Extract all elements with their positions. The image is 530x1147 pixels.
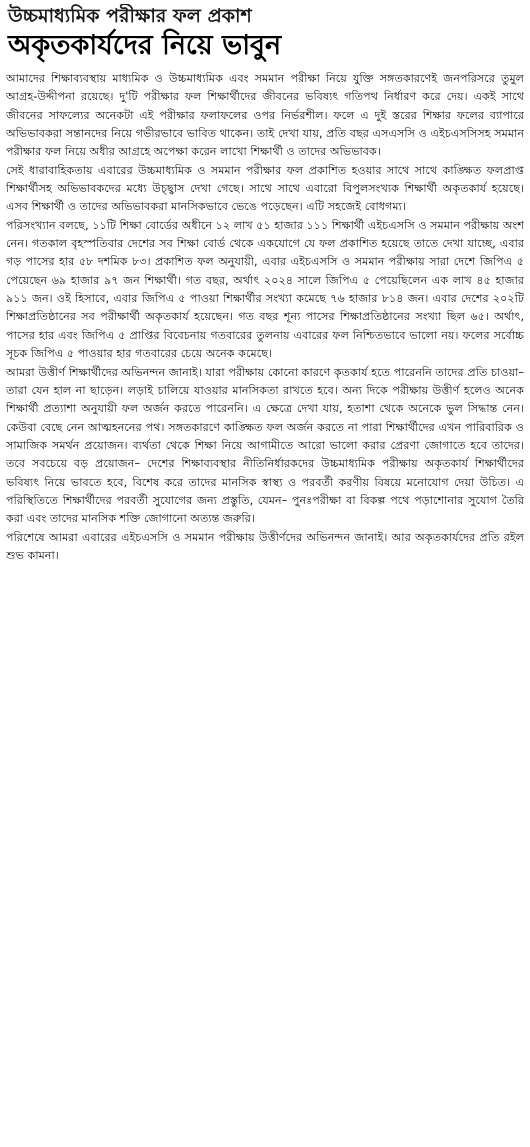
paragraph-5: পরিশেষে আমরা এবারের এইচএসসি ও সমমান পরীক্ষায় উত্তীর্ণদের অভিনন্দন জানাই। আর অকৃতকার্যদের প্রতি রইল শুভ কামনা। <box>6 530 524 562</box>
editorial-article <box>6 4 524 1139</box>
paragraph-4: আমরা উত্তীর্ণ শিক্ষার্থীদের অভিনন্দন জানাই। যারা পরীক্ষায় কোনো কারণে কৃতকার্য হতে পারেননি তাদের প্রতি চাওয়া– তারা যেন হাল না ছাড়েন। লড়াই চালিয়ে যাওয়ার মানসিকতা রাখতে হবে। অন্য দিকে পরীক্ষায় উত্তীর্ণ হলেও অনেক শিক্ষার্থী প্রত্যাশা অনুযায়ী ফল অর্জন করতে পারেননি। এ ক্ষেত্রে দেখা যায়, হতাশা থেকে অনেকে ভুল সিদ্ধান্ত নেন। কেউবা বেছে নেন আত্মহননের পথ। সঙ্গতকারণে কাঙ্ক্ষিত ফল অর্জন করতে না পারা শিক্ষার্থীদের এখন পারিবারিক ও সামাজিক সমর্থন প্রয়োজন। ব্যর্থতা থেকে শিক্ষা নিয়ে আগামীতে আরো ভালো করার প্রেরণা জোগাতে হবে তাদের। তবে সবচেয়ে বড় প্রয়োজন– দেশের শিক্ষাব্যবস্থার নীতিনির্ধারকদের উচ্চমাধ্যমিক পরীক্ষায় অকৃতকার্য শিক্ষার্থীদের ভবিষ্যৎ নিয়ে ভাবতে হবে, বিশেষ করে তাদের মানসিক স্বাস্থ্য ও পরবর্তী করণীয় বিষয়ে মনোযোগ দেয়া উচিত। এ পরিস্থিতিতে শিক্ষার্থীদের পরবর্তী সুযোগের জন্য প্রস্তুতি, যেমন– পুনঃপরীক্ষা বা বিকল্প পথে পড়াশোনার সুযোগ তৈরি করা এবং তাদের মানসিক শক্তি জোগানো অত্যন্ত জরুরি। <box>6 365 524 526</box>
paragraph-3: পরিসংখ্যান বলছে, ১১টি শিক্ষা বোর্ডের অধীনে ১২ লাখ ৫১ হাজার ১১১ শিক্ষার্থী এইচএসসি ও সমমান পরীক্ষায় অংশ নেন। গতকাল বৃহস্পতিবার দেশের সব শিক্ষা বোর্ড থেকে একযোগে যে ফল প্রকাশিত হয়েছে তাতে দেখা যাচ্ছে, এবার গড় পাসের হার ৫৮ দশমিক ৮৩। প্রকাশিত ফল অনুযায়ী, এবার এইচএসসি ও সমমান পরীক্ষায় সারা দেশে জিপিএ ৫ পেয়েছেন ৬৯ হাজার ৯৭ জন শিক্ষার্থী। গত বছর, অর্থাৎ ২০২৪ সালে জিপিএ ৫ পেয়েছিলেন এক লাখ ৪৫ হাজার ৯১১ জন। ওই হিসাবে, এবার জিপিএ ৫ পাওয়া শিক্ষার্থীর সংখ্যা কমেছে ৭৬ হাজার ৮১৪ জন। এবার দেশের ২০২টি শিক্ষাপ্রতিষ্ঠানের সব পরীক্ষার্থী অকৃতকার্য হয়েছেন। গত বছর শূন্য পাসের শিক্ষাপ্রতিষ্ঠানের সংখ্যা ছিল ৬৫। অর্থাৎ, পাসের হার এবং জিপিএ ৫ প্রাপ্তির বিবেচনায় গতবারের তুলনায় এবারের ফল নিশ্চিতভাবে ভালো নয়। ফলের সর্বোচ্চ সূচক জিপিএ ৫ পাওয়ার হার গতবারের চেয়ে অনেক কমেছে। <box>6 218 524 361</box>
kicker-subtitle: উচ্চমাধ্যমিক পরীক্ষার ফল প্রকাশ <box>8 5 252 27</box>
headline: অকৃতকার্যদের নিয়ে ভাবুন <box>8 30 282 61</box>
article-body <box>6 70 524 565</box>
paragraph-2: সেই ধারাবাহিকতায় এবারের উচ্চমাধ্যমিক ও সমমান পরীক্ষার ফল প্রকাশিত হওয়ার সাথে সাথে কাঙ্ক্ষিত ফলপ্রাপ্ত শিক্ষার্থীসহ অভিভাবকদের মধ্যে উচ্ছ্বাস দেখা গেছে। সাথে সাথে এবারো বিপুলসংখ্যক শিক্ষার্থী অকৃতকার্য হয়েছে। এসব শিক্ষার্থী ও তাদের অভিভাবকরা মানসিকভাবে ভেঙে পড়েছেন। এটি সহজেই বোধগম্য। <box>6 163 524 214</box>
paragraph-1: আমাদের শিক্ষাব্যবস্থায় মাধ্যমিক ও উচ্চমাধ্যমিক এবং সমমান পরীক্ষা নিয়ে যুক্তি সঙ্গতকারণেই জনপরিসরে তুমুল আগ্রহ-উদ্দীপনা রয়েছে। দু'টি পরীক্ষার ফল শিক্ষার্থীদের জীবনের ভবিষ্যৎ গতিপথ নির্ধারণ করে দেয়। একই সাথে জীবনের সাফল্যের অনেকটা এই পরীক্ষার ফলাফলের ওপর নির্ভরশীল। ফলে এ দুই স্তরের শিক্ষার ফলের ব্যাপারে অভিভাবকরা সন্তানদের নিয়ে গভীরভাবে ভাবিত থাকেন। তাই দেখা যায়, প্রতি বছর এসএসসি ও এইচএসসিসহ সমমান পরীক্ষার ফল নিয়ে অধীর আগ্রহে অপেক্ষা করেন লাখো শিক্ষার্থী ও তাদের অভিভাবক। <box>6 72 524 159</box>
